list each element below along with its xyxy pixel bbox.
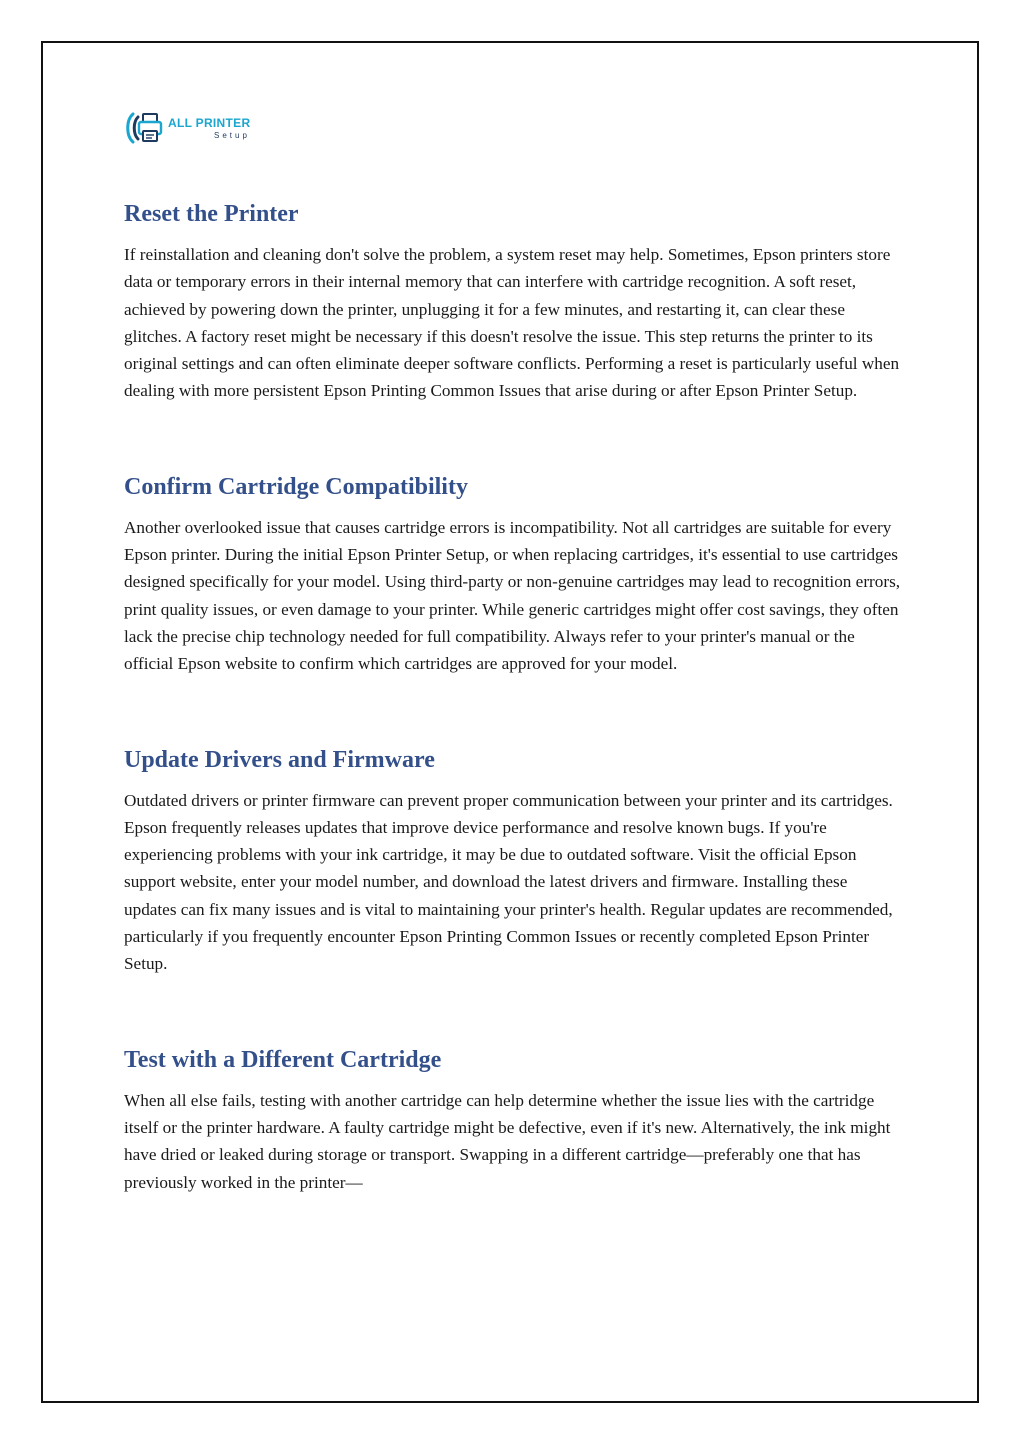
section-cartridge-compatibility: [124, 469, 904, 678]
section-heading: Update Drivers and Firmware: [124, 746, 435, 773]
logo-text: [168, 117, 250, 140]
section-heading: Reset the Printer: [124, 201, 299, 227]
document-body: [124, 196, 904, 1260]
section-heading: Test with a Different Cartridge: [124, 1046, 442, 1073]
logo-subtitle: Setup: [214, 130, 250, 140]
logo-title: ALL PRINTER: [168, 115, 251, 130]
section-test-cartridge: [124, 1042, 904, 1196]
section-reset-printer: [124, 196, 904, 405]
section-update-drivers: [124, 742, 904, 978]
section-heading: Confirm Cartridge Compatibility: [124, 473, 468, 500]
section-paragraph: If reinstallation and cleaning don't solve the problem, a system reset may help. Sometimes, Epson printers store data or temporary errors in their internal memory that can interfere with cartridge recognition. A soft reset, achieved by powering down the printer, unplugging it for a few minutes, and restarting it, can clear these glitches. A factory reset might be necessary if this doesn't resolve the issue. This step returns the printer to its original settings and can often eliminate deeper software conflicts. Performing a reset is particularly useful when dealing with more persistent Epson Printing Common Issues that arise during or after Epson Printer Setup.: [124, 245, 900, 401]
section-paragraph: Another overlooked issue that causes cartridge errors is incompatibility. Not all cartridges are suitable for every Epson printer. During the initial Epson Printer Setup, or when replacing cartridges, it's essential to use cartridges designed specifically for your model. Using third-party or non-genuine cartridges may lead to recognition errors, print quality issues, or even damage to your printer. While generic cartridges might offer cost savings, they often lack the precise chip technology needed for full compatibility. Always refer to your printer's manual or the official Epson website to confirm which cartridges are approved for your model.: [124, 517, 901, 674]
section-paragraph: Outdated drivers or printer firmware can prevent proper communication between your printer and its cartridges. Epson frequently releases updates that improve device performance and resolve known bugs. If you're experiencing problems with your ink cartridge, it may be due to outdated software. Visit the official Epson support website, enter your model number, and download the latest drivers and firmware. Installing these updates can fix many issues and is vital to maintaining your printer's health. Regular updates are recommended, particularly if you frequently encounter Epson Printing Common Issues or recently completed Epson Printer Setup.: [124, 790, 893, 974]
printer-logo-icon: [124, 108, 166, 148]
section-paragraph: When all else fails, testing with another cartridge can help determine whether the issue lies with the cartridge itself or the printer hardware. A faulty cartridge might be defective, even if it's new. Alternatively, the ink might have dried or leaked during storage or transport. Swapping in a different cartridge—preferably one that has previously worked in the printer—: [124, 1090, 891, 1192]
logo: [124, 108, 250, 148]
